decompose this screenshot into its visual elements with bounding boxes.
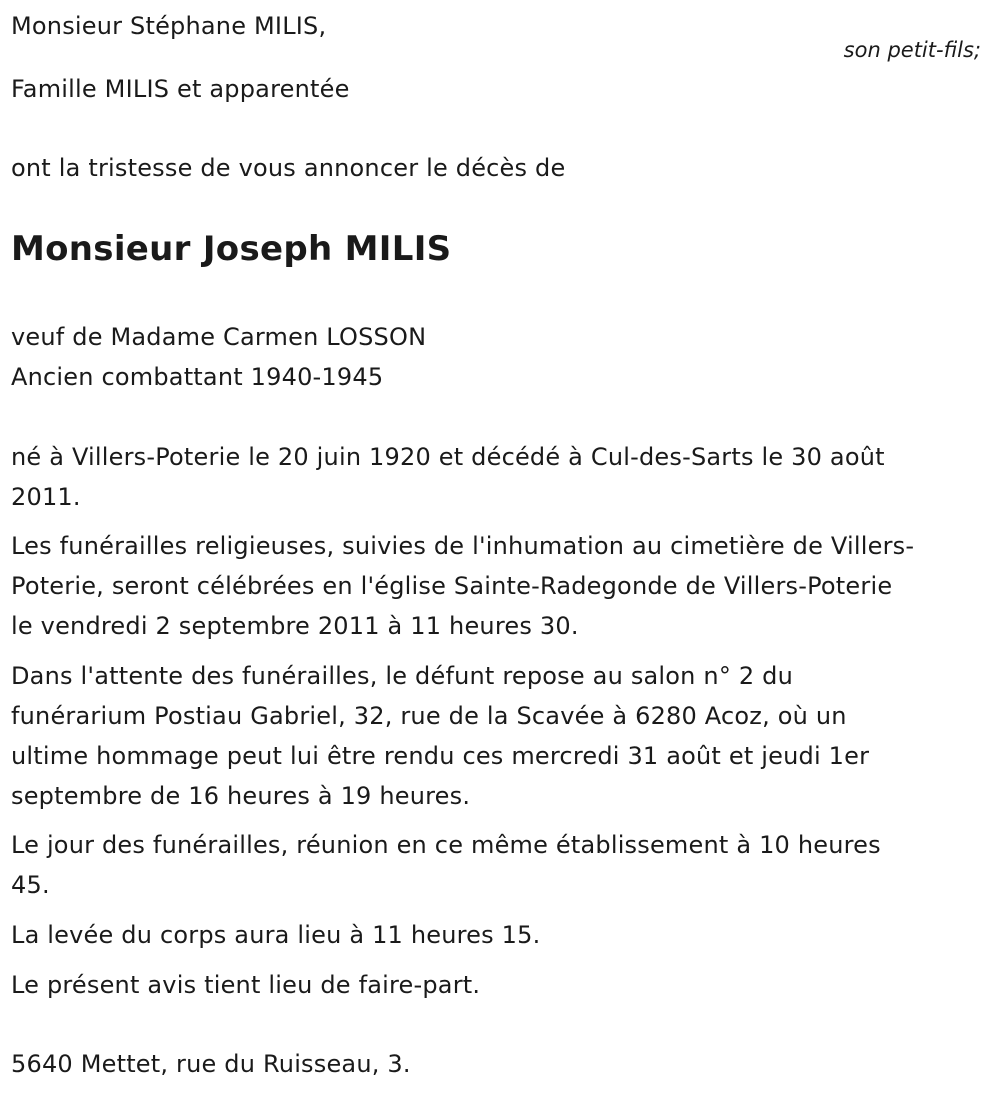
birth-death-line-2: 2011. xyxy=(11,483,81,511)
repose-line-1: Dans l'attente des funérailles, le défunt repose au salon n° 2 du xyxy=(11,662,794,690)
repose-line-2: funérarium Postiau Gabriel, 32, rue de la Scavée à 6280 Acoz, où un xyxy=(11,702,847,730)
funeral-line-2: Poterie, seront célébrées en l'église Sainte-Radegonde de Villers-Poterie xyxy=(11,572,893,600)
notice-line: Le présent avis tient lieu de faire-part. xyxy=(11,971,481,999)
sender-relation: son petit-fils; xyxy=(843,38,981,62)
meeting-line-1: Le jour des funérailles, réunion en ce même établissement à 10 heures xyxy=(11,831,881,859)
veteran-line: Ancien combattant 1940-1945 xyxy=(11,363,384,391)
sender-name: Monsieur Stéphane MILIS, xyxy=(11,12,327,40)
funeral-line-3: le vendredi 2 septembre 2011 à 11 heures 30. xyxy=(11,612,579,640)
repose-line-3: ultime hommage peut lui être rendu ces mercredi 31 août et jeudi 1er xyxy=(11,742,870,770)
meeting-line-2: 45. xyxy=(11,871,50,899)
family-line: Famille MILIS et apparentée xyxy=(11,75,350,103)
announcement-intro: ont la tristesse de vous annoncer le décès de xyxy=(11,154,566,182)
levee-line: La levée du corps aura lieu à 11 heures 15. xyxy=(11,921,541,949)
birth-death-line-1: né à Villers-Poterie le 20 juin 1920 et décédé à Cul-des-Sarts le 30 août xyxy=(11,443,885,471)
widower-line: veuf de Madame Carmen LOSSON xyxy=(11,323,427,351)
funeral-line-1: Les funérailles religieuses, suivies de l'inhumation au cimetière de Villers- xyxy=(11,532,915,560)
family-address: 5640 Mettet, rue du Ruisseau, 3. xyxy=(11,1050,411,1078)
repose-line-4: septembre de 16 heures à 19 heures. xyxy=(11,782,471,810)
deceased-name: Monsieur Joseph MILIS xyxy=(11,229,452,269)
